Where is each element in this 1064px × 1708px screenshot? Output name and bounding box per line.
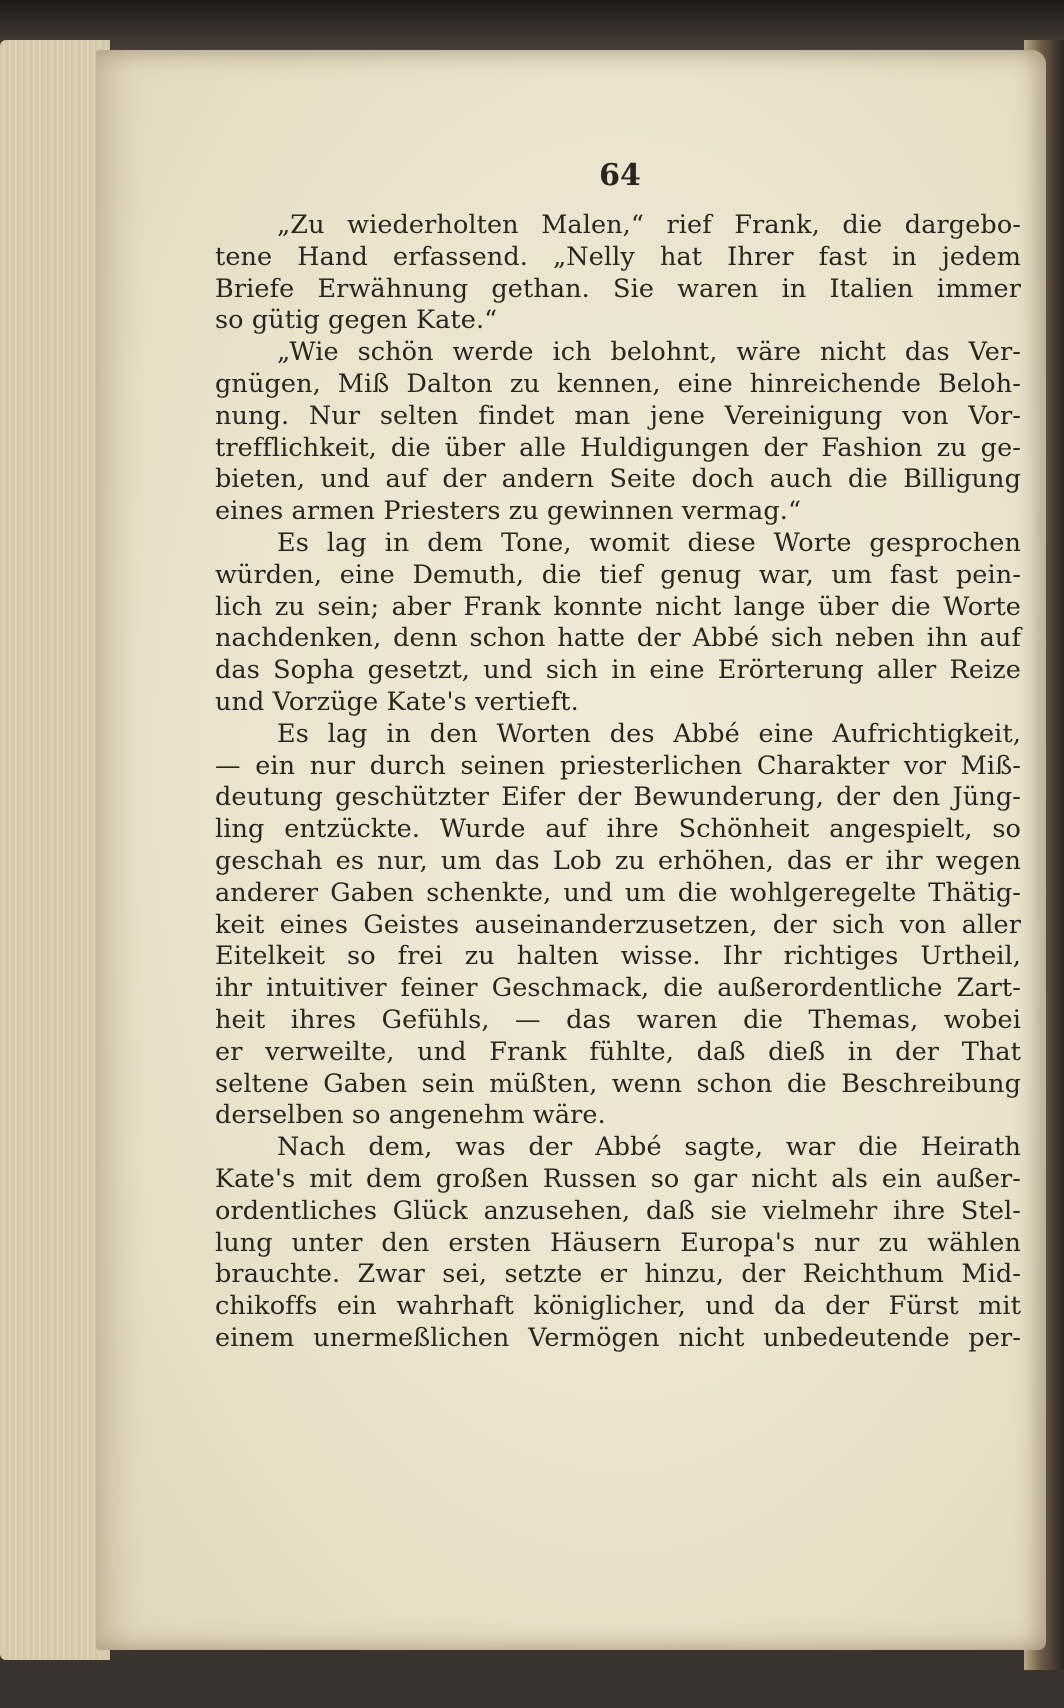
paragraph-3 — [215, 528, 1021, 719]
paragraph-1 — [215, 210, 1021, 337]
text-line: und Vorzüge Kate's vertieft. — [215, 686, 579, 717]
text-line: lich zu sein; aber Frank konnte nicht lange über die Worte — [215, 591, 1021, 622]
text-line: lung unter den ersten Häusern Europa's nur zu wählen — [215, 1227, 1021, 1258]
text-line: nung. Nur selten findet man jene Vereinigung von Vor- — [215, 400, 1021, 431]
text-line: — ein nur durch seinen priesterlichen Charakter vor Miß- — [215, 750, 1021, 781]
text-line: tene Hand erfassend. „Nelly hat Ihrer fast in jedem — [215, 241, 1021, 272]
text-line: ihr intuitiver feiner Geschmack, die außerordentliche Zart- — [215, 973, 1021, 1004]
text-line: nachdenken, denn schon hatte der Abbé sich neben ihn auf — [215, 623, 1021, 654]
text-line: bieten, und auf der andern Seite doch auch die Billigung — [215, 464, 1021, 495]
page-edges — [0, 40, 110, 1660]
text-line: würden, eine Demuth, die tief genug war, um fast pein- — [215, 559, 1021, 590]
paragraph-4 — [215, 719, 1021, 1132]
text-line: eines armen Priesters zu gewinnen vermag.“ — [215, 496, 802, 527]
text-line: derselben so angenehm wäre. — [215, 1100, 606, 1131]
text-line: „Wie schön werde ich belohnt, wäre nicht das Ver- — [277, 337, 1021, 368]
text-line: so gütig gegen Kate.“ — [215, 305, 498, 336]
text-line: keit eines Geistes auseinanderzusetzen, der sich von aller — [215, 909, 1021, 940]
text-line: „Zu wiederholten Malen,“ rief Frank, die dargebo- — [277, 210, 1021, 240]
text-line: Eitelkeit so frei zu halten wisse. Ihr richtiges Urtheil, — [215, 941, 1021, 972]
text-line: er verweilte, und Frank fühlte, daß dieß in der That — [215, 1036, 1021, 1067]
text-line: anderer Gaben schenkte, und um die wohlgeregelte Thätig- — [215, 877, 1021, 908]
text-line: chikoffs ein wahrhaft königlicher, und da der Fürst mit — [215, 1291, 1021, 1322]
text-line: Briefe Erwähnung gethan. Sie waren in Italien immer — [215, 273, 1021, 304]
text-line: einem unermeßlichen Vermögen nicht unbedeutende per- — [215, 1322, 1021, 1353]
text-line: gnügen, Miß Dalton zu kennen, eine hinreichende Beloh- — [215, 368, 1021, 399]
text-line: seltene Gaben sein müßten, wenn schon die Beschreibung — [215, 1068, 1021, 1099]
text-line: ordentliches Glück anzusehen, daß sie vielmehr ihre Stel- — [215, 1195, 1021, 1226]
text-line: heit ihres Gefühls, — das waren die Themas, wobei — [215, 1004, 1021, 1035]
paragraph-2 — [215, 337, 1021, 528]
text-line: deutung geschützter Eifer der Bewunderung, der den Jüng- — [215, 782, 1021, 813]
text-line: Es lag in den Worten des Abbé eine Aufrichtigkeit, — [277, 718, 1021, 749]
text-line: Kate's mit dem großen Russen so gar nicht als ein außer- — [215, 1163, 1021, 1194]
text-line: trefflichkeit, die über alle Huldigungen der Fashion zu ge- — [215, 432, 1021, 463]
text-line: Es lag in dem Tone, womit diese Worte gesprochen — [277, 527, 1021, 558]
body-text — [215, 210, 1021, 1355]
page-number: 64 — [599, 158, 641, 193]
text-line: ling entzückte. Wurde auf ihre Schönheit angespielt, so — [215, 814, 1021, 845]
text-line: das Sopha gesetzt, und sich in eine Erörterung aller Reize — [215, 655, 1021, 686]
paragraph-5 — [215, 1132, 1021, 1355]
text-line: geschah es nur, um das Lob zu erhöhen, das er ihr wegen — [215, 845, 1021, 876]
text-line: Nach dem, was der Abbé sagte, war die Heirath — [277, 1132, 1021, 1163]
text-line: brauchte. Zwar sei, setzte er hinzu, der Reichthum Mid- — [215, 1259, 1021, 1290]
